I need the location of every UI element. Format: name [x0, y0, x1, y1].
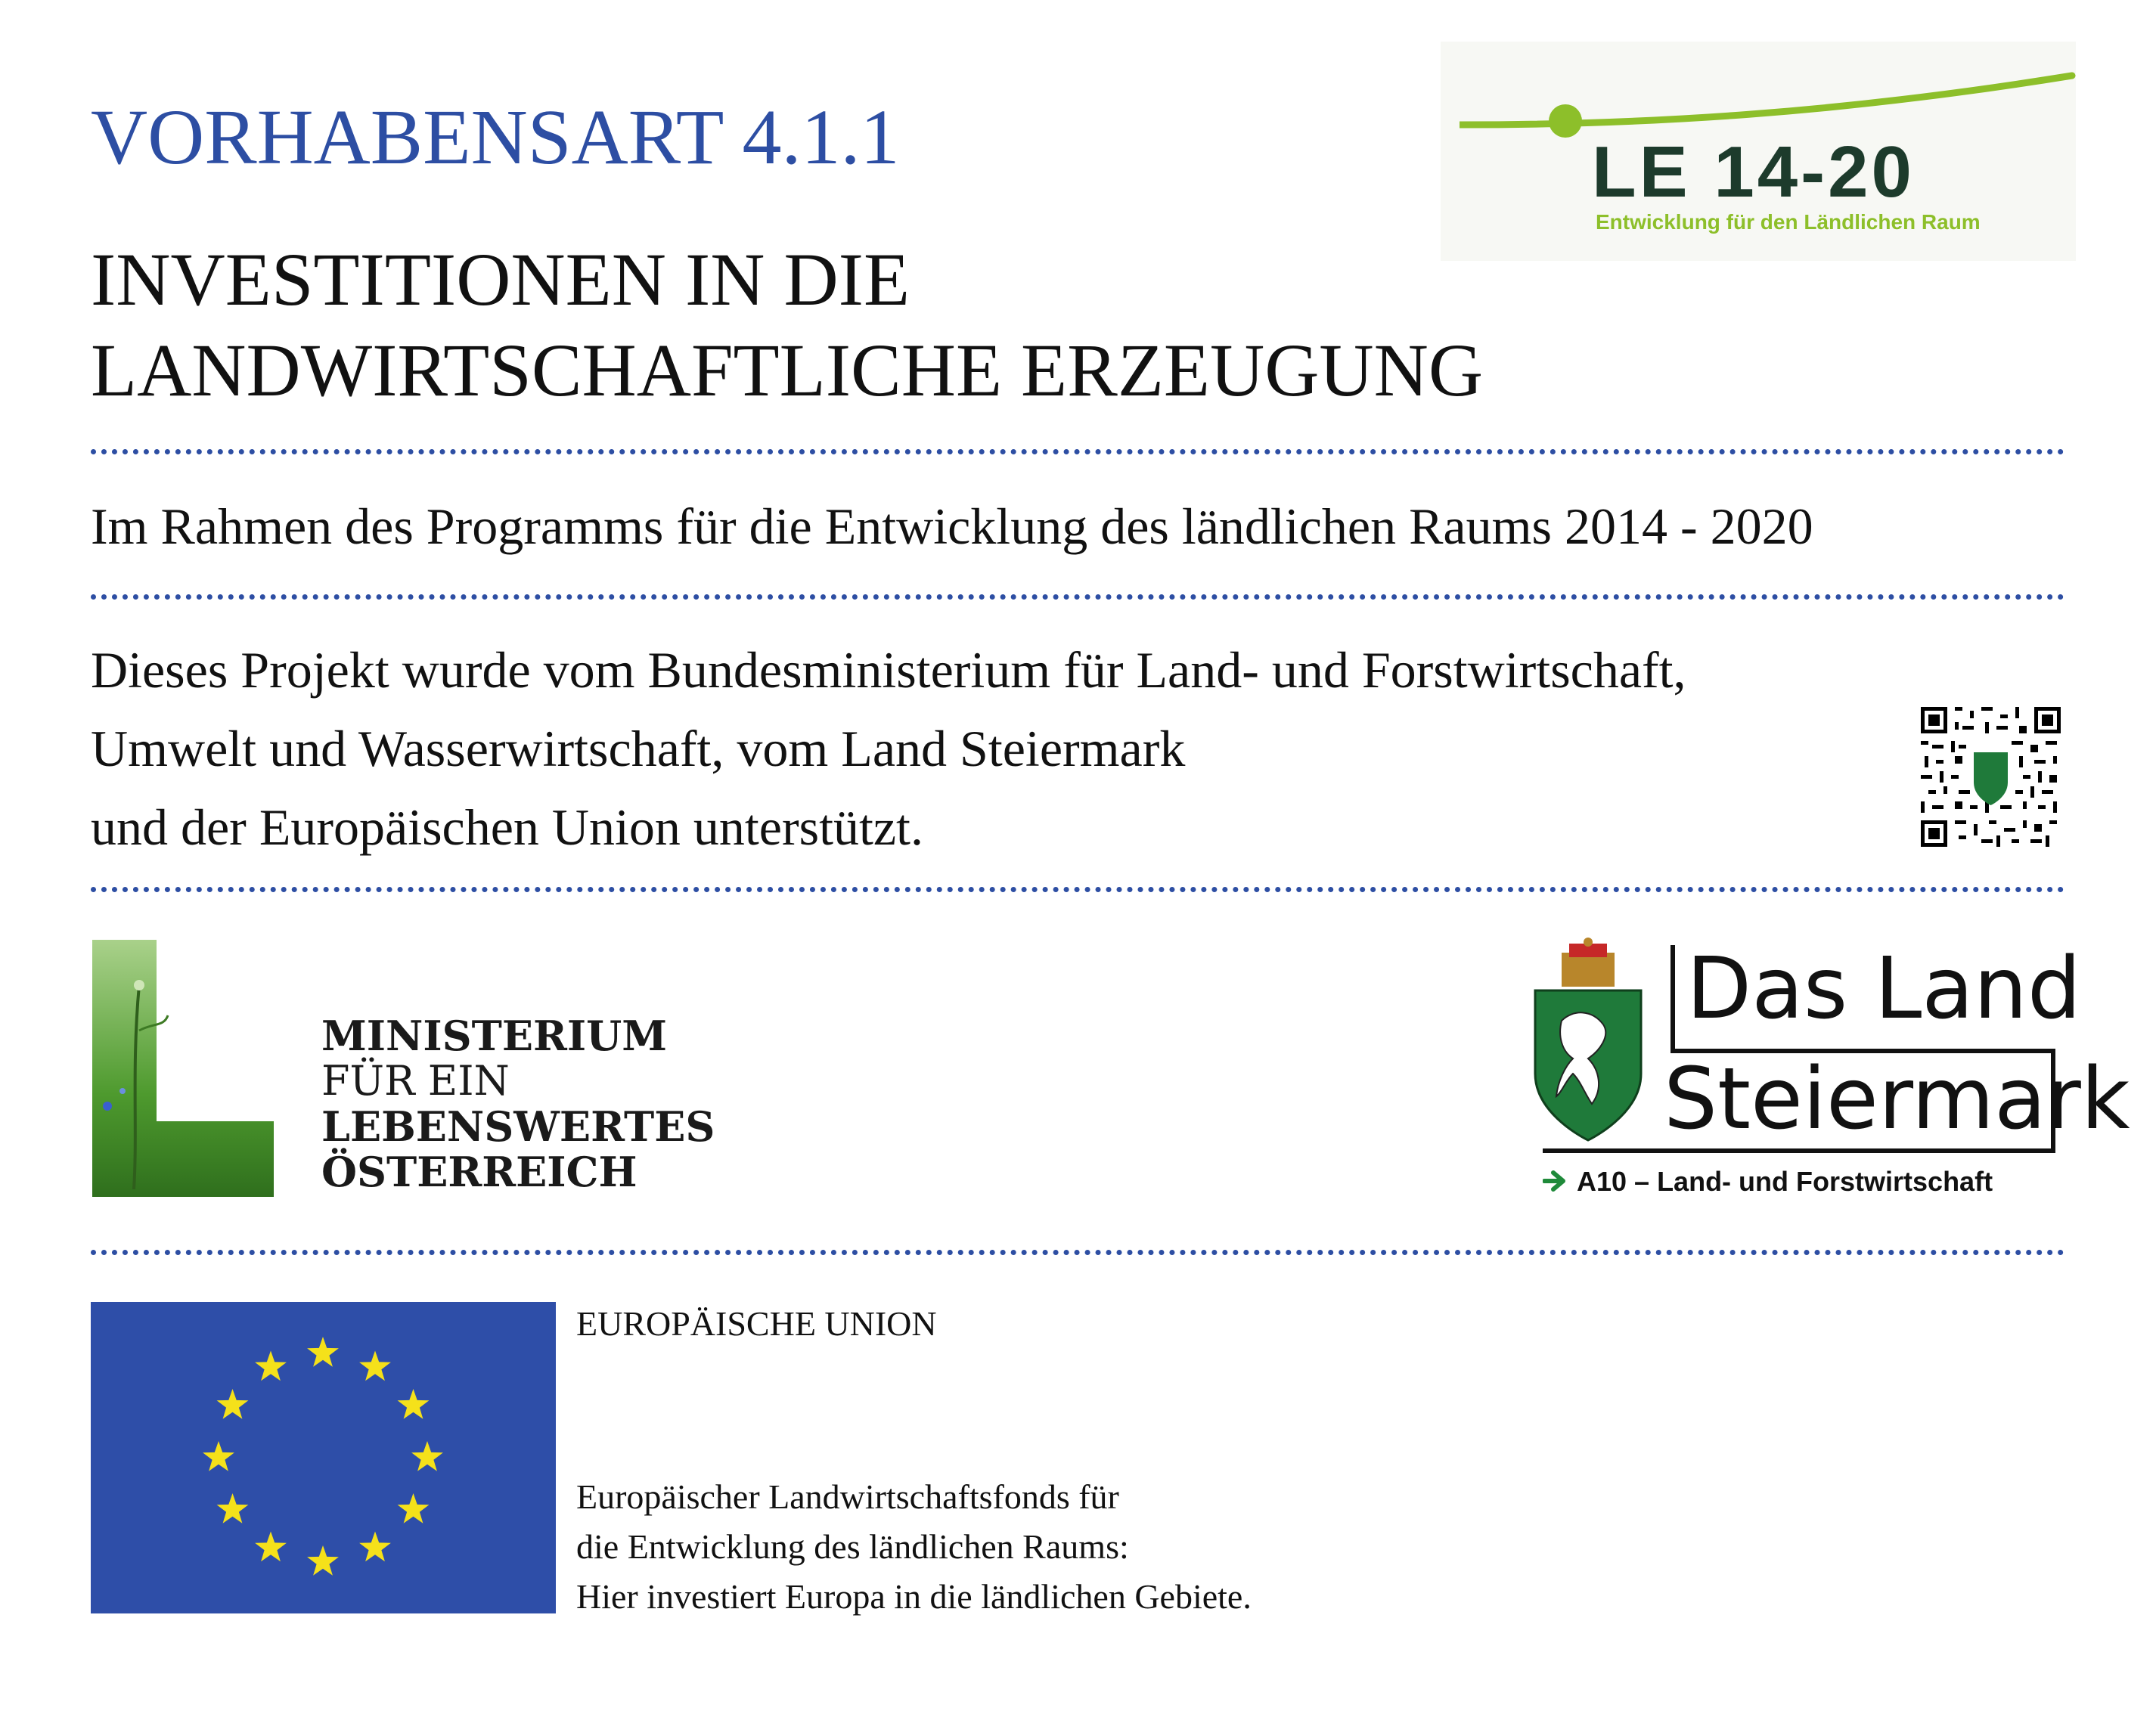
title-line-1: INVESTITIONEN IN DIE: [91, 237, 910, 321]
eu-fund-line-2: die Entwicklung des ländlichen Raums:: [576, 1527, 1129, 1566]
measure-type-heading: VORHABENSART 4.1.1: [91, 94, 900, 181]
eu-star-icon: [217, 1493, 249, 1523]
ministry-l-emblem-icon: [92, 940, 274, 1197]
divider-dotted: [91, 594, 2064, 600]
eu-star-icon: [217, 1389, 249, 1419]
eu-star-icon: [203, 1441, 234, 1471]
eu-star-icon: [307, 1545, 339, 1576]
eu-star-icon: [411, 1441, 443, 1471]
eu-star-icon: [359, 1532, 391, 1562]
eu-star-icon: [359, 1351, 391, 1381]
ministry-line-3: LEBENSWERTES: [321, 1102, 715, 1151]
eu-star-icon: [398, 1493, 430, 1523]
qr-code-icon[interactable]: [1921, 707, 2061, 847]
ministry-line-1: MINISTERIUM: [321, 1012, 667, 1060]
divider-dotted: [91, 887, 2064, 892]
support-text-line-3: und der Europäischen Union unterstützt.: [91, 798, 923, 856]
ministry-line-2: FÜR EIN: [321, 1057, 510, 1105]
divider-dotted: [91, 1250, 2064, 1255]
arrow-right-icon: [1543, 1169, 1568, 1193]
steiermark-line-1: Das Land: [1686, 940, 2081, 1038]
eu-flag-icon: [91, 1302, 556, 1613]
le-logo-subtitle: Entwicklung für den Ländlichen Raum: [1596, 210, 1981, 234]
ministry-line-4: ÖSTERREICH: [321, 1148, 637, 1196]
support-text-line-1: Dieses Projekt wurde vom Bundesministerium für Land- und Forstwirtschaft,: [91, 641, 1686, 699]
eu-fund-line-1: Europäischer Landwirtschaftsfonds für: [576, 1477, 1119, 1516]
support-text-line-2: Umwelt und Wasserwirtschaft, vom Land Steiermark: [91, 720, 1186, 777]
title-line-2: LANDWIRTSCHAFTLICHE ERZEUGUNG: [91, 328, 1484, 412]
programme-text: Im Rahmen des Programms für die Entwicklung des ländlichen Raums 2014 - 2020: [91, 497, 1813, 555]
eu-stars: [91, 1302, 556, 1613]
steiermark-line-2: Steiermark: [1664, 1050, 2130, 1148]
eu-fund-line-3: Hier investiert Europa in die ländlichen Gebiete.: [576, 1577, 1252, 1616]
eu-star-icon: [255, 1532, 287, 1562]
eu-star-icon: [307, 1337, 339, 1367]
eu-star-icon: [255, 1351, 287, 1381]
eu-star-icon: [398, 1389, 430, 1419]
steiermark-department-caption: A10 – Land- und Forstwirtschaft: [1577, 1166, 1993, 1197]
eu-name: EUROPÄISCHE UNION: [576, 1304, 937, 1343]
divider-dotted: [91, 449, 2064, 454]
le-logo-title: LE 14-20: [1592, 132, 1915, 212]
